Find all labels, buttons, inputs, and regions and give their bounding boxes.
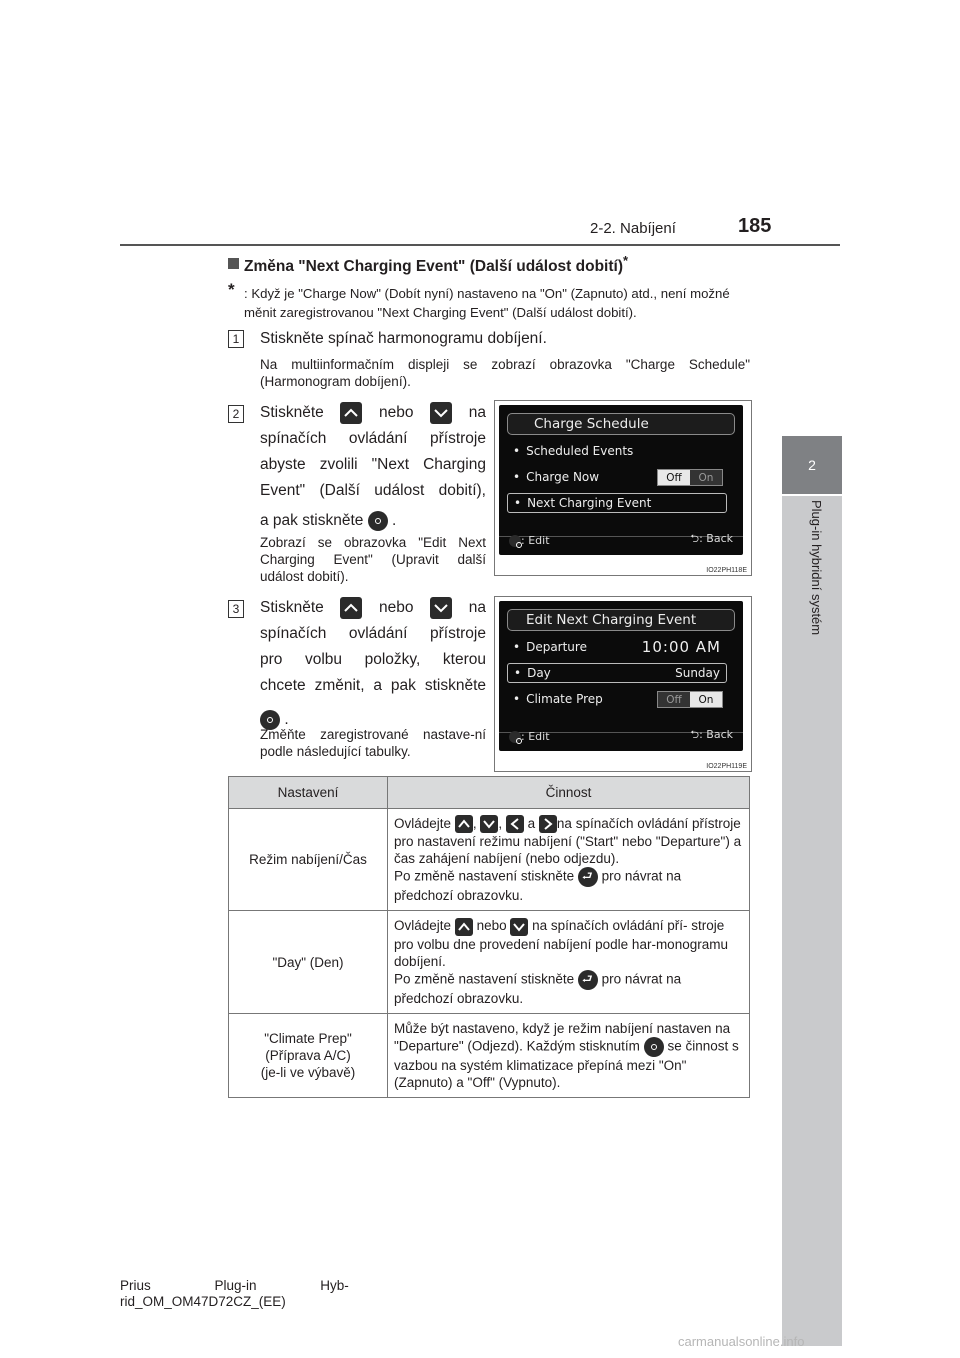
footnote-marker: *	[228, 280, 235, 299]
step-2-line-1: Stiskněte nebo na	[260, 400, 486, 426]
table-row	[229, 809, 750, 911]
chapter-tab-number: 2	[782, 436, 842, 494]
chevron-up-icon	[340, 597, 362, 619]
step-1-text: Stiskněte spínač harmonogramu dobíjení.	[260, 330, 547, 347]
screen-edit-hint: : Edit	[509, 534, 550, 547]
step-3-text	[260, 595, 486, 733]
step-3-line-2: spínačích ovládání přístroje	[260, 625, 486, 642]
back-button-icon	[578, 867, 598, 887]
ok-button-icon	[509, 731, 521, 743]
charge-now-toggle: Off On	[657, 469, 723, 486]
step-3-line-3: pro volbu položky, kterou	[260, 651, 486, 668]
back-arrow-icon: ⮌	[690, 728, 700, 741]
screenshot-edit-next-charging-event	[494, 596, 752, 772]
page-number: 185	[738, 215, 772, 237]
step-3-subtext: Změňte zaregistrované nastave-ní podle následující tabulky.	[260, 727, 486, 759]
step-2-line-2: spínačích ovládání přístroje	[260, 430, 486, 447]
step-1-subtext: Na multiinformačním displeji se zobrazí obrazovka "Charge Schedule" (Harmonogram dobíjení).	[260, 357, 750, 389]
back-arrow-icon: ⮌	[690, 532, 700, 545]
table-cell-action: Ovládejte nebo na spínačích ovládání pří- stroje pro volbu dne provedení nabíjení podle har-monogramu dobíjení. Po změně nastavení stiskněte ⮐ pro návrat na předchozí obrazovku.	[388, 911, 750, 1013]
table-row	[229, 1013, 750, 1097]
chevron-down-icon	[510, 918, 528, 936]
menu-item-next-charging-event: • Next Charging Event	[507, 493, 727, 513]
ok-button-icon	[509, 535, 521, 547]
screen-back-hint: ⮌: Back	[690, 532, 733, 545]
image-id: IO22PH119E	[706, 763, 747, 770]
step-3-line-5: .	[260, 707, 486, 733]
table-cell-setting: "Climate Prep" (Příprava A/C) (je-li ve výbavě)	[229, 1013, 388, 1097]
screenshot-charge-schedule	[494, 400, 752, 576]
heading-footnote-marker: *	[623, 253, 629, 268]
heading-square-icon	[228, 258, 239, 269]
chevron-up-icon	[340, 402, 362, 424]
climate-prep-toggle: Off On	[657, 691, 723, 708]
chevron-left-icon	[506, 815, 524, 833]
heading-text: Změna "Next Charging Event" (Další událost dobití)	[244, 258, 623, 276]
ok-button-icon	[368, 511, 388, 531]
step-1-number: 1	[228, 330, 244, 348]
step-2-text	[260, 400, 486, 534]
chevron-down-icon	[480, 815, 498, 833]
chevron-right-icon	[539, 815, 557, 833]
section-title: 2-2. Nabíjení	[590, 220, 676, 237]
screen-back-hint: ⮌: Back	[690, 728, 733, 741]
menu-item-charge-now: • Charge Now Off On	[507, 467, 727, 487]
footer-doc-id: Prius Plug-in Hyb- rid_OM_OM47D72CZ_(EE)	[120, 1278, 349, 1309]
section-heading	[244, 253, 628, 276]
step-3-number: 3	[228, 600, 244, 618]
ok-button-icon	[644, 1037, 664, 1057]
table-cell-action: Může být nastaveno, když je režim nabíjení nastaven na "Departure" (Odjezd). Každým stisknutím se činnost s vazbou na systém klimatizace přepíná mezi "On" (Zapnuto) a "Off" (Vypnuto).	[388, 1013, 750, 1097]
step-2-line-3: abyste zvolili "Next Charging	[260, 456, 486, 473]
table-header-setting: Nastavení	[229, 777, 388, 809]
table-row	[229, 911, 750, 1013]
step-2-number: 2	[228, 405, 244, 423]
chevron-up-icon	[455, 918, 473, 936]
back-button-icon	[578, 970, 598, 990]
display-charge-schedule	[499, 405, 743, 555]
table-header-row	[229, 777, 750, 809]
menu-item-scheduled-events: • Scheduled Events	[513, 444, 634, 458]
step-3-line-4: chcete změnit, a pak stiskněte	[260, 677, 486, 694]
settings-table	[228, 776, 750, 1098]
chevron-down-icon	[430, 597, 452, 619]
display-edit-next-charging-event	[499, 601, 743, 751]
table-header-action: Činnost	[388, 777, 750, 809]
screen-title: Edit Next Charging Event	[507, 609, 735, 631]
footnote-text: : Když je "Charge Now" (Dobít nyní) nastaveno na "On" (Zapnuto) atd., není možné měnit zaregistrovanou "Next Charging Event" (Další událost dobití).	[244, 286, 730, 320]
table-cell-action: Ovládejte , , a na spínačích ovládání přístroje pro nastavení režimu nabíjení ("Start" nebo "Departure") a čas zahájení nabíjení (nebo odjezdu). Po změně nastavení stiskněte ⮐ pro návrat na předchozí obrazovku.	[388, 809, 750, 911]
header-rule	[120, 244, 840, 246]
menu-item-climate-prep: • Climate Prep Off On	[507, 689, 727, 709]
table-cell-setting: "Day" (Den)	[229, 911, 388, 1013]
step-3-line-1: Stiskněte nebo na	[260, 595, 486, 621]
image-id: IO22PH118E	[706, 567, 747, 574]
menu-item-day: • Day Sunday	[507, 663, 727, 683]
chevron-up-icon	[455, 815, 473, 833]
screen-edit-hint: : Edit	[509, 730, 550, 743]
screen-title: Charge Schedule	[507, 413, 735, 435]
day-value: Sunday	[675, 666, 720, 680]
departure-time: 10:00 AM	[641, 638, 721, 656]
chevron-down-icon	[430, 402, 452, 424]
menu-item-departure: • Departure 10:00 AM	[513, 638, 721, 656]
step-2-subtext: Zobrazí se obrazovka "Edit Next Charging Event" (Upravit další událost dobití).	[260, 535, 486, 584]
chapter-tab-label: Plug-in hybridní systém	[809, 500, 824, 636]
step-2-line-4: Event" (Další událost dobití),	[260, 482, 486, 499]
watermark: carmanualsonline.info	[678, 1334, 805, 1349]
table-cell-setting: Režim nabíjení/Čas	[229, 809, 388, 911]
step-2-line-5: a pak stiskněte .	[260, 512, 397, 529]
